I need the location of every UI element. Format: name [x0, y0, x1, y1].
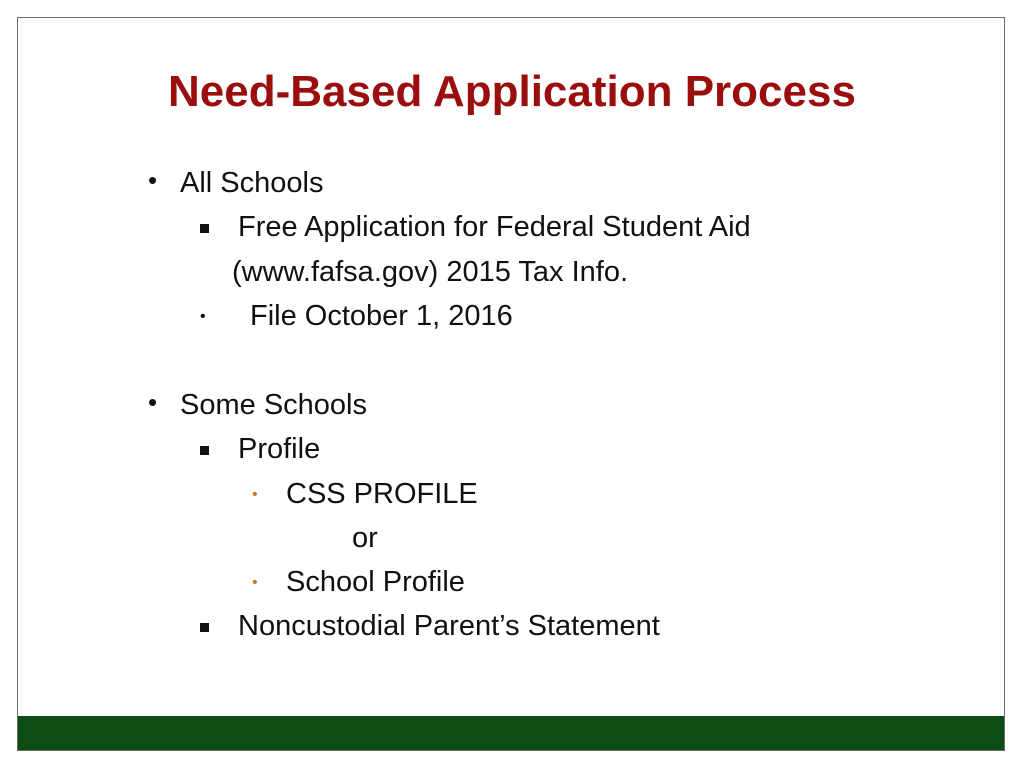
bullet-file-date: File October 1, 2016 — [250, 300, 513, 332]
small-dot-icon: • — [200, 308, 206, 325]
bullet-all-schools: All Schools — [180, 167, 324, 199]
bullet-fafsa-line2: (www.fafsa.gov) 2015 Tax Info. — [232, 256, 629, 288]
text-or: or — [352, 522, 378, 554]
footer-bar — [18, 716, 1004, 750]
bullet-dot-icon: • — [148, 165, 158, 195]
slide-title: Need-Based Application Process — [168, 67, 856, 116]
orange-dot-icon: • — [252, 574, 258, 591]
bullet-school-profile: School Profile — [286, 566, 465, 598]
bullet-css-profile: CSS PROFILE — [286, 478, 478, 510]
bullet-some-schools: Some Schools — [180, 389, 367, 421]
bullet-profile: Profile — [238, 433, 321, 465]
square-bullet-icon — [200, 224, 209, 233]
square-bullet-icon — [200, 446, 209, 455]
bullet-fafsa-line1: Free Application for Federal Student Aid — [238, 211, 751, 243]
square-bullet-icon — [200, 623, 209, 632]
bullet-dot-icon: • — [148, 387, 158, 417]
orange-dot-icon: • — [252, 486, 258, 503]
bullet-noncustodial: Noncustodial Parent’s Statement — [238, 610, 660, 642]
